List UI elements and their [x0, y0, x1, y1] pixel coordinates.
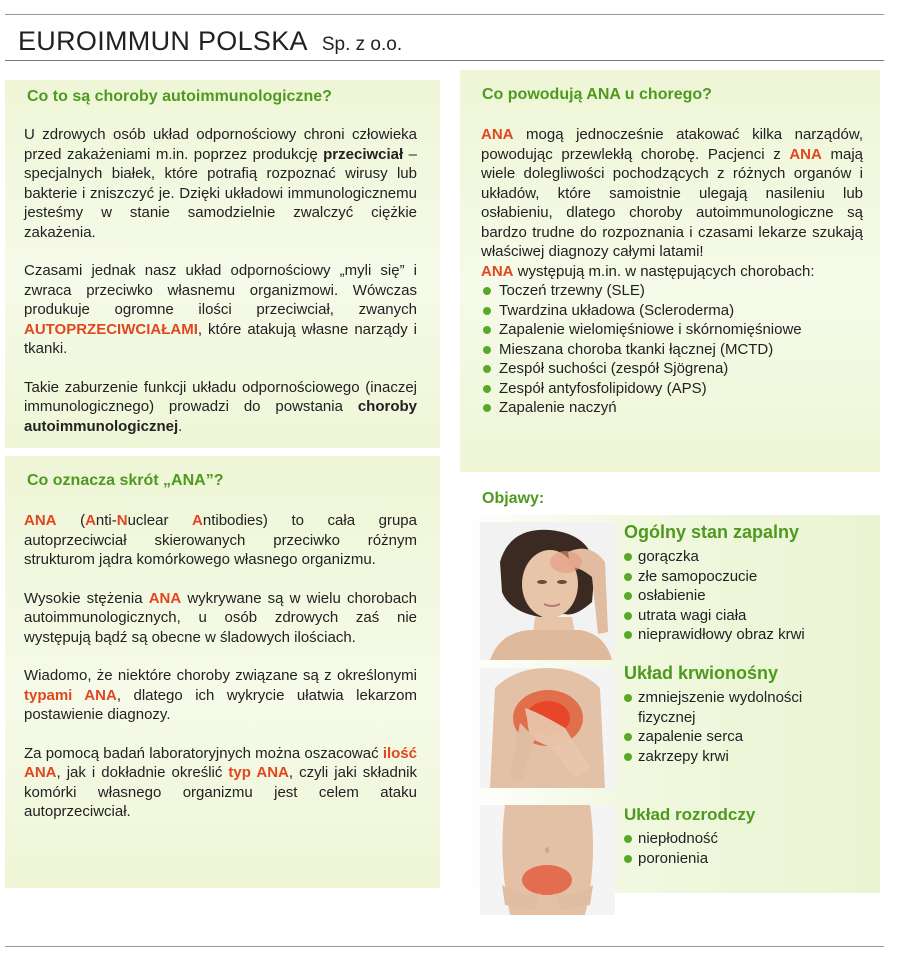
list-item: Zapalenie wielomięśniowe i skórnomięśniowe	[481, 320, 863, 340]
list-item: Zapalenie naczyń	[481, 398, 863, 418]
symptom-list	[624, 829, 874, 868]
list-item: zakrzepy krwi	[624, 747, 874, 767]
symptom-group-title: Układ krwionośny	[624, 663, 779, 683]
section-ana-meaning-body	[24, 511, 417, 841]
section-ana-effects-title: Co powodują ANA u chorego?	[482, 86, 712, 103]
page-header	[18, 26, 402, 57]
symptom-list	[624, 547, 874, 645]
brand-name: EUROIMMUN POLSKA	[18, 26, 308, 56]
chest-photo	[480, 668, 615, 788]
section-autoimmune	[5, 70, 440, 448]
paragraph: Takie zaburzenie funkcji układu odpornościowego (inaczej immunologicznego) prowadzi do powstania choroby autoimmunologicznej.	[24, 378, 417, 435]
symptom-list	[624, 688, 874, 766]
paragraph: U zdrowych osób układ odpornościowy chroni człowieka przed zakażeniami m.in. poprzez produkcję przeciwciał – specjalnych białek, które potrafią rozpoznać wirusy lub bakterie i zniszczyć je. Dzięki układowi immunologicznemu jesteśmy w stanie samodzielnie zwalczyć ciężkie zakażenia.	[24, 126, 417, 241]
list-item: poronienia	[624, 849, 874, 869]
section-ana-effects-body	[481, 125, 863, 418]
list-item: gorączka	[624, 547, 874, 567]
brand-suffix: Sp. z o.o.	[321, 34, 403, 55]
paragraph: ANA (Anti-Nuclear Antibodies) to cała grupa autoprzeciwciał skierowanych przeciwko różnym strukturom jądra komórkowego własnego organizmu.	[24, 512, 417, 568]
section-autoimmune-body	[24, 125, 417, 455]
section-ana-meaning-title: Co oznacza skrót „ANA”?	[27, 472, 224, 489]
paragraph: Czasami jednak nasz układ odpornościowy „myli się” i zwraca przeciwko własnemu organizmowi. Wówczas produkuje ogromne ilości przeciwciał, zwanych AUTOPRZECIWCIAŁAMI, które atakują własne narządy i tkanki.	[24, 262, 417, 357]
paragraph: Za pomocą badań laboratoryjnych można oszacować ilość ANA, jak i dokładnie określić typ ANA, czyli jaki składnik komórki własnego organizmu jest celem ataku autoprzeciwciał.	[24, 744, 417, 820]
section-ana-effects	[460, 70, 880, 472]
symptom-group-circulatory	[624, 663, 874, 766]
header-rule	[5, 60, 884, 61]
section-ana-meaning	[5, 456, 440, 888]
list-item: zapalenie serca	[624, 727, 874, 747]
symptom-group-title: Ogólny stan zapalny	[624, 522, 800, 542]
paragraph: ANA mogą jednocześnie atakować kilka narządów, powodując przewlekłą chorobę. Pacjenci z ANA mają wiele dolegliwości pochodzących z różnych organów i układów, które samoistnie ulegają nasileniu lub osłabieniu, dlatego choroby autoimmunologiczne są bardzo trudne do rozpoznania i czasami lekarze szukają właściwej diagnozy całymi latami!	[481, 126, 863, 260]
list-item: utrata wagi ciała	[624, 606, 874, 626]
paragraph: ANA występują m.in. w następujących chorobach:	[481, 262, 815, 280]
headache-photo	[480, 522, 615, 660]
list-item: Mieszana choroba tkanki łącznej (MCTD)	[481, 340, 863, 360]
list-item: Twardzina układowa (Scleroderma)	[481, 301, 863, 321]
list-item: zmniejszenie wydolności fizycznej	[624, 688, 838, 727]
paragraph: Wiadomo, że niektóre choroby związane są z określonymi typami ANA, dlatego ich wykrycie ułatwia lekarzom postawienie diagnozy.	[24, 667, 417, 723]
paragraph: Wysokie stężenia ANA wykrywane są w wielu chorobach autoimmunologicznych, u osób zdrowych zaś nie występują bądź są obecne w śladowych ilościach.	[24, 589, 417, 646]
list-item: Zespół suchości (zespół Sjögrena)	[481, 359, 863, 379]
list-item: osłabienie	[624, 586, 874, 606]
list-item: złe samopoczucie	[624, 567, 874, 587]
section-autoimmune-title: Co to są choroby autoimmunologiczne?	[27, 88, 332, 105]
list-item: Toczeń trzewny (SLE)	[481, 281, 863, 301]
list-item: Zespół antyfosfolipidowy (APS)	[481, 379, 863, 399]
abdomen-photo	[480, 805, 615, 915]
symptom-group-reproductive	[624, 805, 874, 868]
list-item: nieprawidłowy obraz krwi	[624, 625, 874, 645]
top-rule	[5, 14, 884, 15]
symptom-group-inflammation	[624, 522, 874, 645]
disease-list	[481, 281, 863, 418]
symptoms-title: Objawy:	[482, 490, 545, 507]
bottom-rule	[5, 946, 884, 947]
symptom-group-title: Układ rozrodczy	[624, 805, 756, 824]
list-item: niepłodność	[624, 829, 874, 849]
